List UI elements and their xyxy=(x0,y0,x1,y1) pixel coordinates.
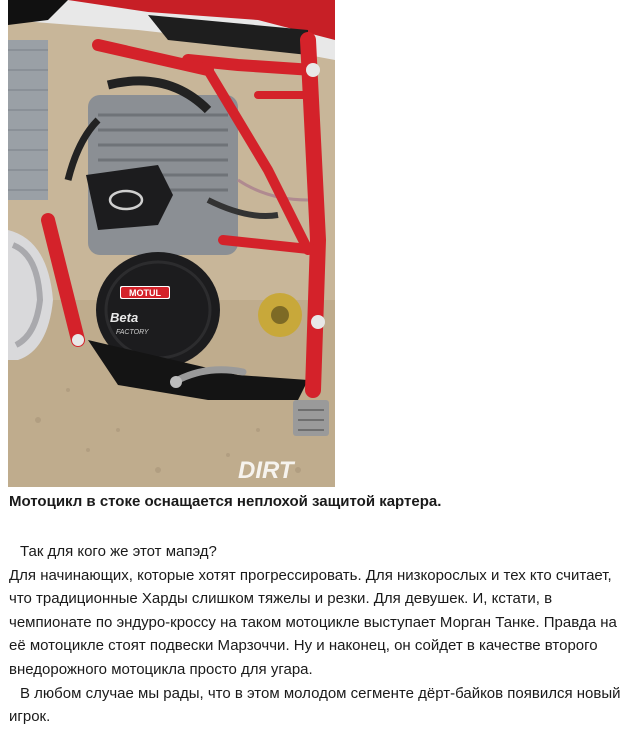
paragraph-conclusion: В любом случае мы рады, что в этом молодом сегменте дёрт-байков появился новый игрок. xyxy=(9,684,621,726)
paragraph-question: Так для кого же этот мапэд? xyxy=(20,543,217,560)
photo-caption: Мотоцикл в стоке оснащается неплохой защитой картера. xyxy=(9,493,442,510)
svg-text:DIRT: DIRT xyxy=(238,457,294,484)
paragraph-audience: Для начинающих, которые хотят прогрессировать. Для низкорослых и тех кто считает, что традиционные Харды слишком тяжелы и резки. Для девушек. И, кстати, в чемпионате по эндуро-кроссу на таком мотоцикле выступает Морган Танке. Правда на её мотоцикле стоят подвески Марзоччи. Ну и наконец, он сойдет в качестве второго внедорожного мотоцикла просто для угара. xyxy=(9,566,617,678)
svg-text:Beta: Beta xyxy=(110,310,139,325)
svg-text:MOTUL: MOTUL xyxy=(129,288,161,298)
article-body xyxy=(9,540,631,729)
svg-text:FACTORY: FACTORY xyxy=(116,329,149,336)
motorcycle-engine-photo xyxy=(8,0,335,487)
